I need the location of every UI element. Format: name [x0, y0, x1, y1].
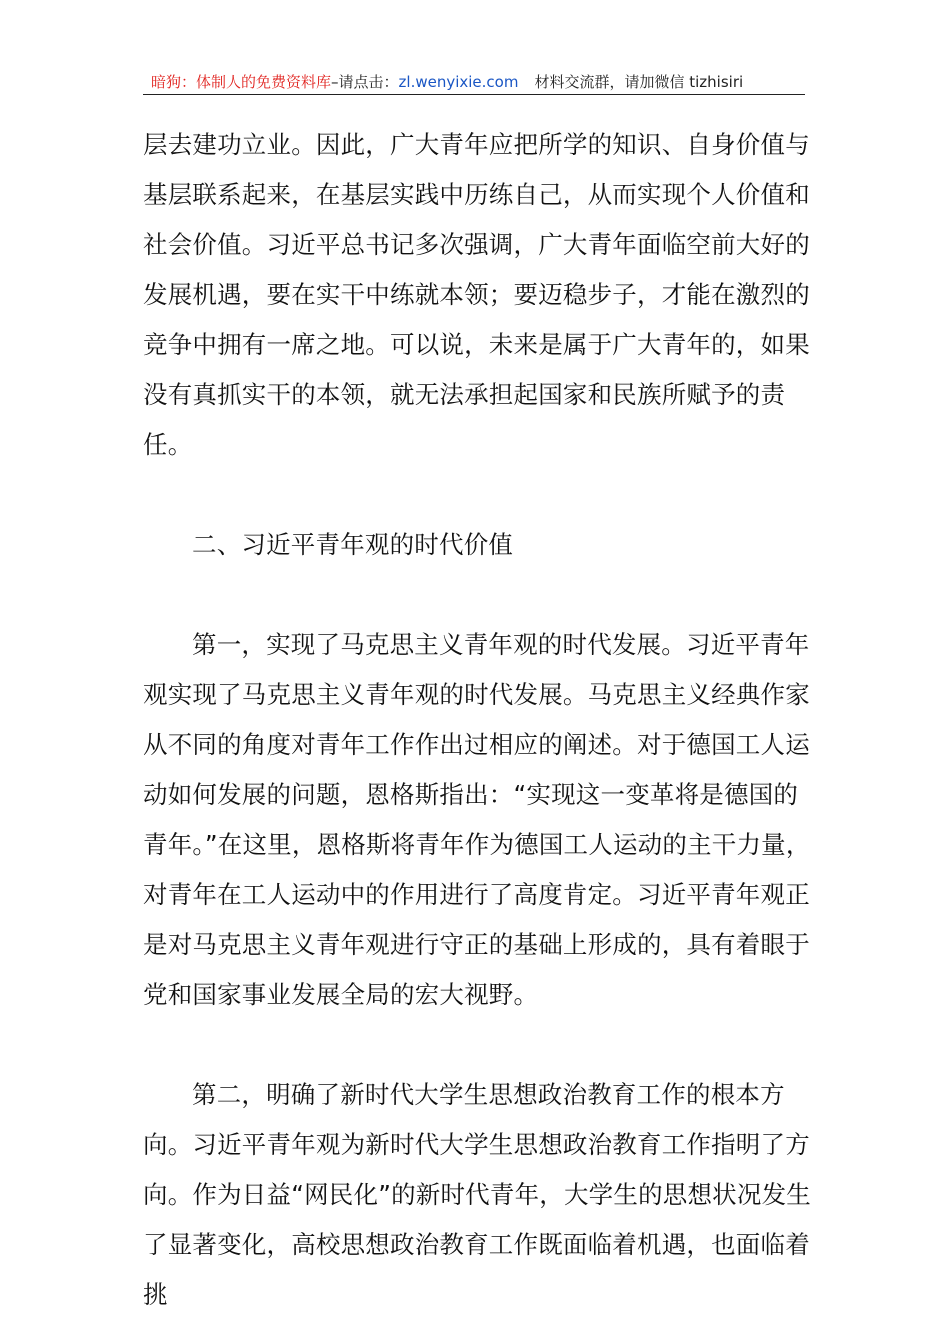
paragraph-gap	[143, 1020, 813, 1070]
paragraph-continued: 层去建功立业。因此，广大青年应把所学的知识、自身价值与基层联系起来，在基层实践中历练自己，从而实现个人价值和社会价值。习近平总书记多次强调，广大青年面临空前大好的发展机遇，要在实干中练就本领；要迈稳步子，才能在激烈的竞争中拥有一席之地。可以说，未来是属于广大青年的，如果没有真抓实干的本领，就无法承担起国家和民族所赋予的责任。	[143, 130, 810, 459]
paragraph-second: 第二，明确了新时代大学生思想政治教育工作的根本方向。习近平青年观为新时代大学生思想政治教育工作指明了方向。作为日益“网民化”的新时代青年，大学生的思想状况发生了显著变化，高校思想政治教育工作既面临着机遇，也面临着挑	[143, 1080, 811, 1309]
header-divider	[143, 94, 805, 95]
header-prompt: –请点击：	[331, 73, 399, 91]
header-brand: 暗狗：体制人的免费资料库	[151, 73, 332, 91]
paragraph-gap	[143, 470, 813, 520]
header-url-link[interactable]: zl.wenyixie.com	[398, 73, 519, 91]
section-heading: 二、习近平青年观的时代价值	[192, 530, 514, 559]
page-header	[143, 70, 805, 94]
header-group-info: 材料交流群，请加微信 tizhisiri	[534, 73, 744, 91]
document-body	[143, 120, 813, 1320]
paragraph-first: 第一，实现了马克思主义青年观的时代发展。习近平青年观实现了马克思主义青年观的时代发展。马克思主义经典作家从不同的角度对青年工作作出过相应的阐述。对于德国工人运动如何发展的问题，恩格斯指出：“实现这一变革将是德国的青年。”在这里，恩格斯将青年作为德国工人运动的主干力量，对青年在工人运动中的作用进行了高度肯定。习近平青年观正是对马克思主义青年观进行守正的基础上形成的，具有着眼于党和国家事业发展全局的宏大视野。	[143, 630, 811, 1009]
paragraph-gap	[143, 570, 813, 620]
